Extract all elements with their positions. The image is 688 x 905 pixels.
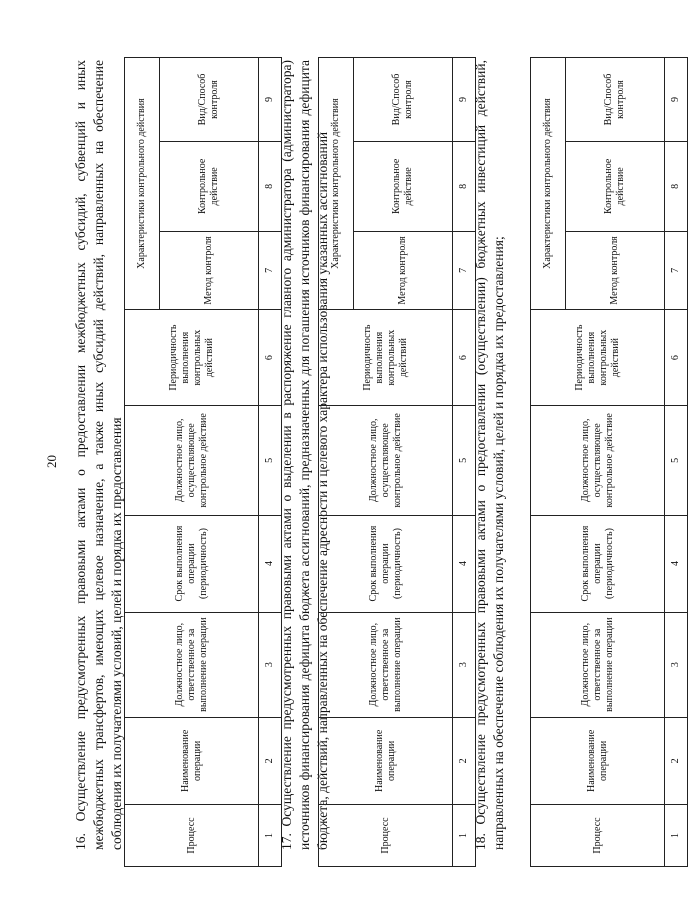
header-periodicity: Периодичность выполнения контрольных действий	[125, 310, 259, 406]
num-cell: 7	[259, 231, 282, 309]
header-operation-name: Наименование операции	[531, 717, 665, 804]
num-cell: 8	[665, 141, 688, 231]
num-cell: 9	[665, 58, 688, 142]
header-type: Вид/Способ контроля	[566, 58, 665, 142]
header-method: Метод контроля	[566, 231, 665, 309]
header-controller: Должностное лицо, осуществляющее контрольное действие	[125, 406, 259, 515]
header-deadline: Срок выполнения операции (периодичность)	[319, 515, 453, 612]
num-cell: 1	[259, 804, 282, 866]
num-cell: 4	[665, 515, 688, 612]
num-cell: 3	[453, 612, 476, 717]
num-cell: 3	[665, 612, 688, 717]
num-cell: 1	[453, 804, 476, 866]
header-controller: Должностное лицо, осуществляющее контрольное действие	[319, 406, 453, 515]
header-operation-name: Наименование операции	[125, 717, 259, 804]
num-cell: 5	[259, 406, 282, 515]
header-characteristics: Характеристики контрольного действия	[319, 58, 354, 310]
num-cell: 2	[665, 717, 688, 804]
section-16-heading: 16. Осуществление предусмотренных правовыми актами о предоставлении межбюджетных субсидий, субвенций и иных межбюджетных трансфертов, имеющих целевое назначение, а также иных субсидий действий, направленных на обеспечение соблюдения их получателями условий, целей и порядка их предоставления	[73, 60, 124, 850]
num-cell: 5	[453, 406, 476, 515]
header-operation-name: Наименование операции	[319, 717, 453, 804]
num-cell: 2	[259, 717, 282, 804]
header-process: Процесс	[531, 804, 665, 866]
header-method: Метод контроля	[354, 231, 453, 309]
header-deadline: Срок выполнения операции (периодичность)	[125, 515, 259, 612]
header-type: Вид/Способ контроля	[160, 58, 259, 142]
control-table-18	[530, 57, 688, 867]
header-control-action: Контрольное действие	[160, 141, 259, 231]
header-process: Процесс	[125, 804, 259, 866]
header-characteristics: Характеристики контрольного действия	[531, 58, 566, 310]
num-cell: 8	[259, 141, 282, 231]
header-deadline: Срок выполнения операции (периодичность)	[531, 515, 665, 612]
num-cell: 7	[665, 231, 688, 309]
num-cell: 6	[259, 310, 282, 406]
header-periodicity: Периодичность выполнения контрольных действий	[531, 310, 665, 406]
header-controller: Должностное лицо, осуществляющее контрольное действие	[531, 406, 665, 515]
num-cell: 5	[665, 406, 688, 515]
header-control-action: Контрольное действие	[354, 141, 453, 231]
num-cell: 6	[665, 310, 688, 406]
num-cell: 8	[453, 141, 476, 231]
num-cell: 3	[259, 612, 282, 717]
page-number: 20	[44, 455, 59, 468]
header-responsible: Должностное лицо, ответственное за выполнение операции	[125, 612, 259, 717]
header-control-action: Контрольное действие	[566, 141, 665, 231]
num-cell: 1	[665, 804, 688, 866]
control-table-17	[318, 57, 476, 867]
header-process: Процесс	[319, 804, 453, 866]
section-18-heading: 18. Осуществление предусмотренных правовыми актами о предоставлении (осуществлении) бюджетных инвестиций действий, направленных на обеспечение соблюдения их получателями условий, целей и порядка их предоставления;	[473, 60, 506, 850]
header-responsible: Должностное лицо, ответственное за выполнение операции	[319, 612, 453, 717]
num-cell: 4	[259, 515, 282, 612]
section-17-heading: 17. Осуществление предусмотренных правовыми актами о выделении в распоряжение главного администратора (администратора) источников финансирования дефицита бюджета ассигнований, предназначенных для погашения источников финансирования дефицита бюджета, действий, направленных на обеспечение адресности и целевого характера использования указанных ассигнований	[279, 60, 330, 850]
header-responsible: Должностное лицо, ответственное за выполнение операции	[531, 612, 665, 717]
control-table-16	[124, 57, 282, 867]
num-cell: 6	[453, 310, 476, 406]
header-method: Метод контроля	[160, 231, 259, 309]
header-characteristics: Характеристики контрольного действия	[125, 58, 160, 310]
num-cell: 9	[453, 58, 476, 142]
header-type: Вид/Способ контроля	[354, 58, 453, 142]
num-cell: 9	[259, 58, 282, 142]
num-cell: 4	[453, 515, 476, 612]
num-cell: 7	[453, 231, 476, 309]
header-periodicity: Периодичность выполнения контрольных действий	[319, 310, 453, 406]
num-cell: 2	[453, 717, 476, 804]
